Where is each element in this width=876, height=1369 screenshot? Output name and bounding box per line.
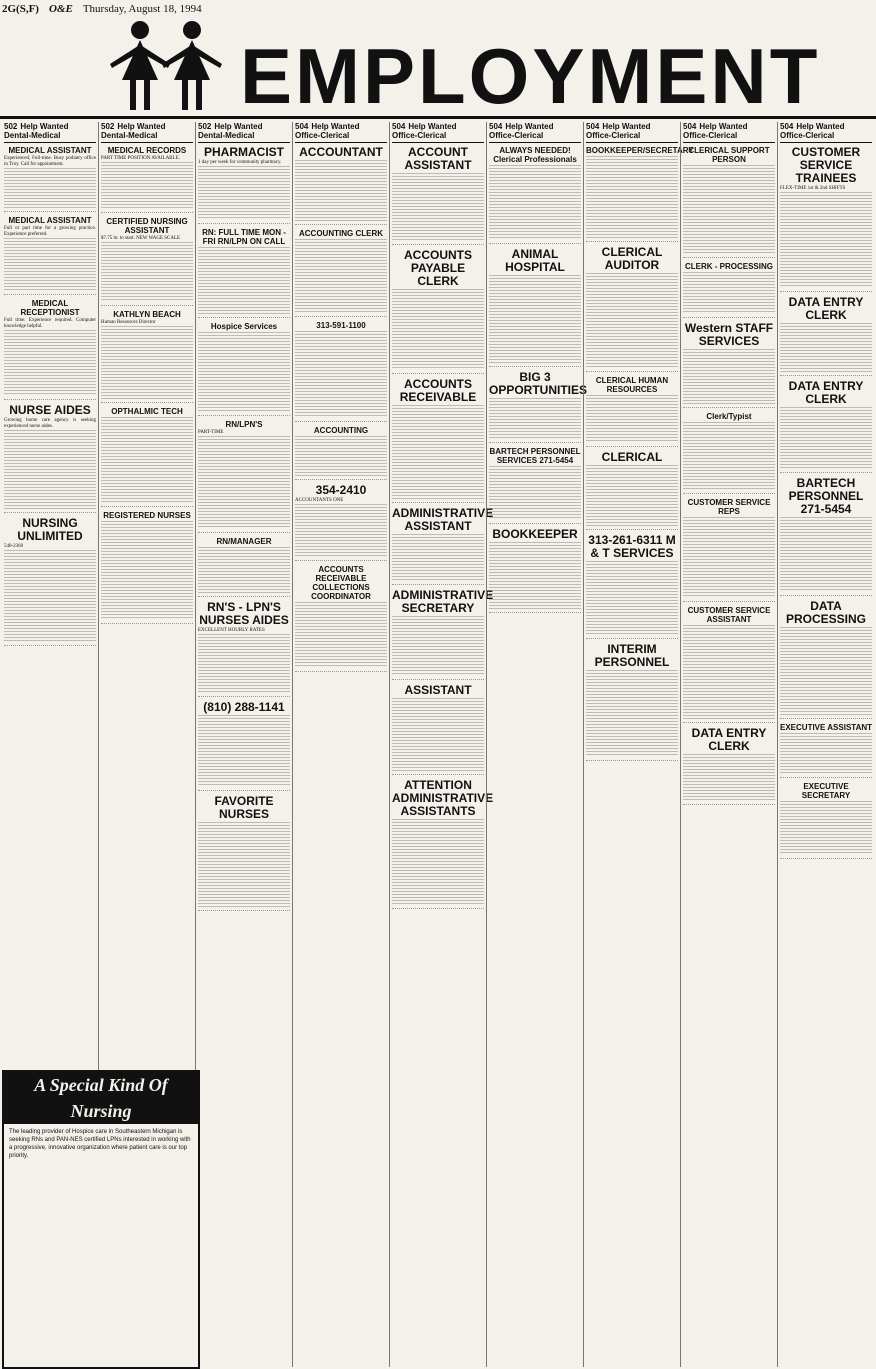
ad-fine-print bbox=[295, 436, 387, 476]
ad-title: RN/LPN'S bbox=[225, 420, 263, 429]
classified-ad bbox=[4, 216, 96, 295]
ad-title: PHARMACIST bbox=[204, 145, 284, 159]
category-number: 504 bbox=[392, 122, 406, 131]
category-heading: Help Wanted Office-Clerical bbox=[780, 122, 845, 140]
ad-fine-print bbox=[683, 165, 775, 254]
ad-fine-print bbox=[586, 465, 678, 526]
ad-fine-print bbox=[586, 670, 678, 757]
ad-title: MEDICAL ASSISTANT bbox=[8, 146, 92, 155]
ad-title: ADMINISTRATIVE SECRETARY bbox=[392, 588, 494, 615]
classified-ad bbox=[392, 506, 494, 585]
category-heading: Help Wanted Office-Clerical bbox=[683, 122, 748, 140]
ad-title: ACCOUNTS PAYABLE CLERK bbox=[404, 248, 472, 288]
ad-fine-print bbox=[101, 326, 193, 399]
classified-column bbox=[195, 122, 292, 1367]
ad-fine-print bbox=[780, 801, 872, 855]
ad-fine-print bbox=[392, 534, 484, 581]
classified-ad bbox=[780, 723, 872, 778]
ad-fine-print bbox=[683, 349, 775, 404]
ad-fine-print bbox=[392, 698, 484, 771]
ad-title: ACCOUNT ASSISTANT bbox=[404, 145, 472, 172]
classified-ad bbox=[586, 451, 678, 530]
ad-title: CLERICAL AUDITOR bbox=[601, 245, 663, 272]
ad-title: INTERIM PERSONNEL bbox=[594, 642, 670, 669]
ad-fine-print bbox=[198, 247, 290, 314]
ad-title: DATA ENTRY CLERK bbox=[788, 295, 864, 322]
ad-fine-print bbox=[392, 405, 484, 499]
ad-fine-print bbox=[683, 754, 775, 801]
ad-title: BOOKKEEPER bbox=[492, 527, 578, 541]
ad-title: RN/MANAGER bbox=[216, 537, 272, 546]
classified-ad bbox=[198, 228, 290, 318]
classified-ad bbox=[586, 246, 678, 372]
classified-ad bbox=[198, 322, 290, 416]
ad-fine-print bbox=[101, 521, 193, 620]
classified-ad bbox=[198, 537, 290, 597]
ad-fine-print bbox=[198, 715, 290, 787]
ad-title: 313-591-1100 bbox=[316, 321, 366, 330]
ad-fine-print bbox=[780, 733, 872, 774]
category-heading: Help Wanted Dental-Medical bbox=[4, 122, 69, 140]
category-heading: Help Wanted Office-Clerical bbox=[489, 122, 554, 140]
classified-ad bbox=[198, 795, 290, 911]
category-number: 504 bbox=[780, 122, 794, 131]
ad-title: ANIMAL HOSPITAL bbox=[505, 247, 565, 274]
ad-title: ACCOUNTS RECEIVABLE bbox=[399, 377, 477, 404]
classified-ad bbox=[101, 310, 193, 403]
classified-ad bbox=[586, 146, 694, 242]
classified-ad bbox=[392, 378, 484, 503]
ad-title: EXECUTIVE ASSISTANT bbox=[780, 723, 873, 732]
ad-fine-print bbox=[780, 192, 872, 288]
ad-body: Full time. Experience required. Computer knowledge helpful. bbox=[4, 318, 96, 329]
ad-fine-print bbox=[683, 422, 775, 490]
ad-title: FAVORITE NURSES bbox=[214, 794, 274, 821]
ad-fine-print bbox=[683, 625, 775, 719]
category-heading: Help Wanted Office-Clerical bbox=[295, 122, 360, 140]
classified-ad bbox=[586, 534, 678, 639]
classified-ad bbox=[392, 146, 484, 245]
ad-fine-print bbox=[198, 822, 290, 907]
ad-fine-print bbox=[198, 332, 290, 412]
ad-fine-print bbox=[392, 289, 484, 370]
ad-fine-print bbox=[780, 323, 872, 372]
ad-body: Human Resources Director bbox=[101, 320, 156, 325]
ad-body: Experienced, Full-time. Busy podiatry office in Troy. Call for appointment. bbox=[4, 156, 96, 167]
classified-ad bbox=[295, 426, 387, 480]
ad-fine-print bbox=[683, 272, 775, 314]
ad-fine-print bbox=[101, 162, 193, 209]
ad-body: Full or part time for a growing practice. Experience preferred. bbox=[4, 226, 96, 237]
column-heading bbox=[4, 122, 96, 143]
classified-ad bbox=[198, 701, 290, 791]
special-ad-text: The leading provider of Hospice care in Southeastern Michigan is seeking RNs and PAN-NES certified LPNs interested in working with a progressive, innovative organization where patient care is our top priority. bbox=[9, 1129, 191, 1159]
ad-fine-print bbox=[198, 634, 290, 693]
classified-ad bbox=[489, 146, 581, 244]
ad-fine-print bbox=[489, 398, 581, 439]
column-heading bbox=[683, 122, 775, 143]
ad-title: Hospice Services bbox=[210, 322, 278, 331]
ad-body: FLEX-TIME 1st & 2nd SHIFTS bbox=[780, 186, 846, 191]
ad-body: Growing home care agency is seeking experienced nurse aides. bbox=[4, 418, 96, 429]
ad-title: DATA ENTRY CLERK bbox=[788, 379, 864, 406]
ad-fine-print bbox=[586, 156, 678, 238]
classified-ad bbox=[780, 477, 872, 596]
category-number: 502 bbox=[101, 122, 115, 131]
ad-fine-print bbox=[295, 160, 387, 221]
ad-title: Western STAFF SERVICES bbox=[684, 321, 774, 348]
ad-title: CLERK - PROCESSING bbox=[684, 262, 773, 271]
category-number: 504 bbox=[295, 122, 309, 131]
page-number: 2G(S,F) bbox=[2, 3, 39, 15]
ad-title: CUSTOMER SERVICE TRAINEES bbox=[791, 145, 861, 185]
classified-ad bbox=[683, 412, 775, 494]
column-heading bbox=[780, 122, 872, 143]
ad-fine-print bbox=[780, 627, 872, 715]
column-heading bbox=[392, 122, 484, 143]
ad-title: 354-2410 bbox=[315, 483, 367, 497]
classified-ad bbox=[392, 684, 484, 775]
ad-title: ACCOUNTING bbox=[313, 426, 369, 435]
classified-ad bbox=[101, 146, 193, 213]
ad-title: ACCOUNTING CLERK bbox=[299, 229, 383, 238]
ad-title: MEDICAL ASSISTANT bbox=[8, 216, 92, 225]
classified-column bbox=[680, 122, 777, 1367]
classified-column bbox=[583, 122, 694, 1367]
ad-body: 1 day per week for community pharmacy. bbox=[198, 160, 282, 165]
ad-title: KATHLYN BEACH bbox=[113, 310, 181, 319]
classified-ad bbox=[780, 380, 872, 473]
ad-body: PART TIME POSITION AVAILABLE. bbox=[101, 156, 180, 161]
ad-title: CERTIFIED NURSING ASSISTANT bbox=[106, 217, 188, 235]
ad-title: 313-261-6311 M & T SERVICES bbox=[588, 533, 676, 560]
classified-column bbox=[777, 122, 874, 1367]
classified-column bbox=[292, 122, 389, 1367]
classified-column bbox=[486, 122, 588, 1367]
ad-fine-print bbox=[198, 436, 290, 529]
classified-ad bbox=[780, 296, 872, 376]
ad-title: ATTENTION ADMINISTRATIVE ASSISTANTS bbox=[392, 778, 494, 818]
ad-body: PART-TIME bbox=[198, 430, 224, 435]
classified-ad bbox=[295, 484, 387, 561]
ad-body: EXCELLENT HOURLY RATES bbox=[198, 628, 265, 633]
ad-title: BOOKKEEPER/SECRETARY bbox=[586, 146, 694, 155]
masthead bbox=[0, 16, 876, 119]
classified-ad bbox=[198, 420, 290, 533]
ad-title: RN: FULL TIME MON - FRI RN/LPN ON CALL bbox=[202, 228, 286, 246]
column-heading bbox=[295, 122, 387, 143]
ad-fine-print bbox=[4, 330, 96, 396]
category-heading: Help Wanted Dental-Medical bbox=[198, 122, 263, 140]
classified-ad bbox=[392, 778, 494, 909]
ad-body: ACCOUNTANTS ONE bbox=[295, 498, 344, 503]
ad-title: CUSTOMER SERVICE ASSISTANT bbox=[687, 606, 771, 624]
ad-fine-print bbox=[4, 238, 96, 291]
ad-fine-print bbox=[392, 819, 484, 905]
ad-fine-print bbox=[780, 407, 872, 469]
ad-title: MEDICAL RECEPTIONIST bbox=[20, 299, 80, 317]
ad-title: CUSTOMER SERVICE REPS bbox=[687, 498, 771, 516]
category-heading: Help Wanted Office-Clerical bbox=[392, 122, 457, 140]
category-heading: Help Wanted Office-Clerical bbox=[586, 122, 651, 140]
ad-title: RN'S - LPN'S NURSES AIDES bbox=[199, 600, 289, 627]
ad-fine-print bbox=[586, 273, 678, 368]
ad-fine-print bbox=[392, 173, 484, 241]
classified-ad bbox=[295, 146, 387, 225]
ad-fine-print bbox=[295, 239, 387, 313]
ad-body: $7.75 hr. to start. NEW WAGE SCALE bbox=[101, 236, 181, 241]
ad-title: BARTECH PERSONNEL 271-5454 bbox=[788, 476, 864, 516]
ad-fine-print bbox=[780, 517, 872, 592]
classified-ad bbox=[295, 229, 387, 317]
ad-fine-print bbox=[586, 395, 678, 443]
ad-title: ASSISTANT bbox=[404, 683, 472, 697]
ad-fine-print bbox=[198, 166, 290, 220]
ad-fine-print bbox=[392, 616, 484, 676]
category-number: 504 bbox=[586, 122, 600, 131]
classified-ad bbox=[101, 511, 193, 624]
classified-ad bbox=[4, 517, 96, 646]
ad-title: ADMINISTRATIVE ASSISTANT bbox=[392, 506, 494, 533]
ad-fine-print bbox=[295, 504, 387, 557]
classified-ad bbox=[780, 600, 872, 719]
special-nursing-ad bbox=[2, 1070, 200, 1369]
classified-ad bbox=[683, 146, 775, 258]
classified-ad bbox=[780, 146, 872, 292]
paper-name: O&E bbox=[48, 3, 73, 15]
ad-title: CLERICAL HUMAN RESOURCES bbox=[595, 376, 669, 394]
classified-ad bbox=[683, 606, 775, 723]
ad-fine-print bbox=[4, 430, 96, 509]
category-number: 502 bbox=[198, 122, 212, 131]
ad-body: 540-2360 bbox=[4, 544, 24, 549]
ad-fine-print bbox=[101, 242, 193, 302]
ad-fine-print bbox=[295, 331, 387, 418]
classified-ad bbox=[489, 447, 581, 524]
classified-ad bbox=[295, 565, 387, 672]
ad-title: ALWAYS NEEDED! Clerical Professionals bbox=[493, 146, 577, 164]
ad-fine-print bbox=[295, 602, 387, 668]
ad-fine-print bbox=[683, 517, 775, 598]
ad-fine-print bbox=[489, 466, 581, 520]
issue-date: Thursday, August 18, 1994 bbox=[82, 3, 202, 15]
category-number: 504 bbox=[489, 122, 503, 131]
classified-ad bbox=[683, 262, 775, 318]
column-heading bbox=[489, 122, 581, 143]
ad-title: DATA ENTRY CLERK bbox=[691, 726, 767, 753]
classified-ad bbox=[101, 217, 193, 306]
ad-title: BARTECH PERSONNEL SERVICES 271-5454 bbox=[489, 447, 581, 465]
classified-ad bbox=[198, 146, 290, 224]
ad-title: CLERICAL SUPPORT PERSON bbox=[688, 146, 770, 164]
column-heading bbox=[586, 122, 678, 143]
category-heading: Help Wanted Dental-Medical bbox=[101, 122, 166, 140]
classified-ad bbox=[4, 146, 96, 212]
page-folio bbox=[2, 2, 874, 16]
classified-ad bbox=[683, 322, 775, 408]
ad-fine-print bbox=[198, 547, 290, 593]
classified-ad bbox=[198, 601, 290, 697]
classified-ad bbox=[4, 404, 96, 513]
classified-ad bbox=[392, 249, 484, 374]
classified-column bbox=[389, 122, 494, 1367]
ad-title: REGISTERED NURSES bbox=[103, 511, 191, 520]
ad-title: OPTHALMIC TECH bbox=[111, 407, 183, 416]
ad-title: DATA PROCESSING bbox=[785, 599, 866, 626]
ad-title: Clerk/Typist bbox=[706, 412, 752, 421]
ad-fine-print bbox=[586, 561, 678, 635]
ad-title: NURSE AIDES bbox=[9, 403, 91, 417]
ad-fine-print bbox=[489, 542, 581, 609]
ad-title: EXECUTIVE SECRETARY bbox=[801, 782, 851, 800]
ad-fine-print bbox=[489, 275, 581, 363]
ad-title: ACCOUNTS RECEIVABLE COLLECTIONS COORDINATOR bbox=[311, 565, 371, 601]
column-heading bbox=[198, 122, 290, 143]
ad-title: BIG 3 OPPORTUNITIES bbox=[489, 370, 588, 397]
section-title: EMPLOYMENT bbox=[240, 32, 821, 120]
classified-ad bbox=[683, 498, 775, 602]
classified-ad bbox=[4, 299, 96, 400]
classified-ad bbox=[683, 727, 775, 805]
classified-ad bbox=[586, 376, 678, 447]
ad-fine-print bbox=[489, 165, 581, 240]
ad-title: CLERICAL bbox=[601, 450, 663, 464]
classified-ad bbox=[101, 407, 193, 507]
figures-logo-icon bbox=[100, 18, 230, 114]
classified-ad bbox=[780, 782, 872, 859]
ad-fine-print bbox=[101, 417, 193, 503]
category-number: 504 bbox=[683, 122, 697, 131]
classified-ad bbox=[295, 321, 387, 422]
classified-ad bbox=[392, 588, 494, 680]
classified-ad bbox=[489, 248, 581, 367]
ad-fine-print bbox=[4, 168, 96, 208]
column-heading bbox=[101, 122, 193, 143]
ad-title: NURSING UNLIMITED bbox=[17, 516, 83, 543]
ad-title: ACCOUNTANT bbox=[299, 145, 383, 159]
classified-ad bbox=[489, 370, 588, 443]
classified-ad bbox=[586, 643, 678, 761]
category-number: 502 bbox=[4, 122, 18, 131]
ad-fine-print bbox=[4, 550, 96, 642]
special-ad-banner: A Special Kind Of Nursing bbox=[4, 1072, 198, 1124]
ad-title: MEDICAL RECORDS bbox=[107, 146, 187, 155]
classified-ad bbox=[489, 528, 581, 613]
ad-title: (810) 288-1141 bbox=[203, 700, 285, 714]
